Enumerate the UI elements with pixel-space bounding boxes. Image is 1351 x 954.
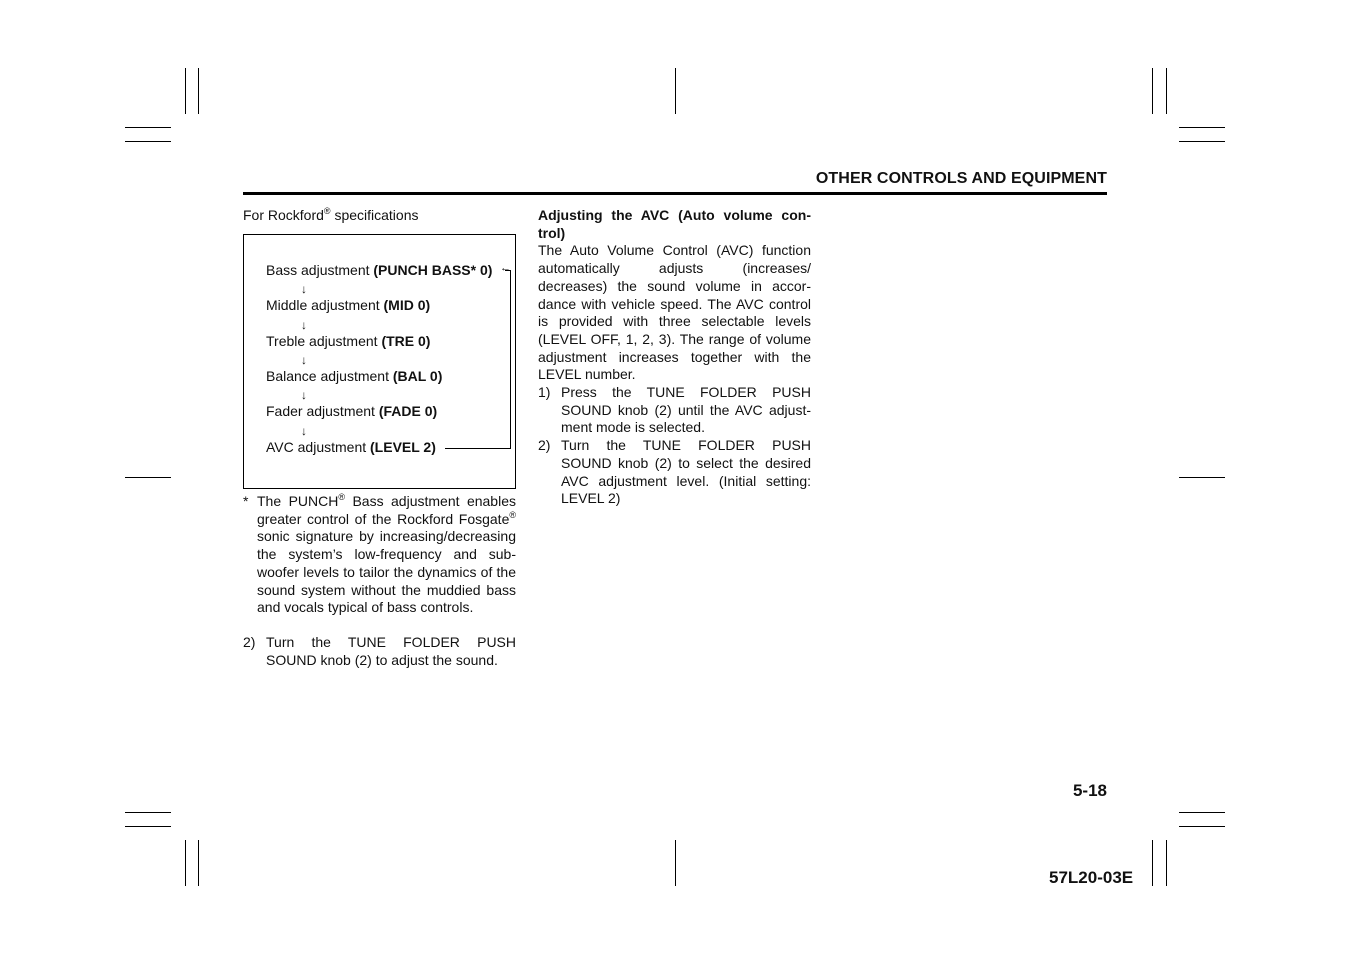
footnote bbox=[243, 493, 516, 617]
down-arrow-icon: ↓ bbox=[301, 353, 307, 367]
flow-step-avc: AVC adjustment (LEVEL 2) bbox=[266, 439, 436, 455]
loop-line-bottom bbox=[445, 448, 511, 449]
intro-prefix: For Rockford bbox=[243, 207, 324, 223]
flow-step-middle: Middle adjustment (MID 0) bbox=[266, 297, 431, 313]
registered-mark: ® bbox=[323, 206, 331, 216]
avc-section bbox=[538, 207, 811, 508]
down-arrow-icon: ↓ bbox=[301, 282, 307, 296]
flow-step-fader: Fader adjustment (FADE 0) bbox=[266, 403, 438, 419]
document-code: 57L20-03E bbox=[1049, 868, 1134, 887]
flow-step-bass: Bass adjustment (PUNCH BASS* 0) bbox=[266, 262, 493, 278]
page-number: 5-18 bbox=[1072, 781, 1107, 800]
list-item-number: 2) bbox=[538, 437, 551, 454]
avc-paragraph: The Auto Volume Control (AVC) function automatically adjusts (increases/ decreases) the sound volume in accor-dance with vehicle speed. The AVC control is provided with three selectable levels (LEVEL OFF, 1, 2, 3). The range of volume adjustment increases together with the LEVEL number. bbox=[538, 242, 811, 383]
down-arrow-icon: ↓ bbox=[301, 388, 307, 402]
back-arrow-icon: ← bbox=[500, 262, 511, 274]
flow-step-treble: Treble adjustment (TRE 0) bbox=[266, 333, 431, 349]
registered-mark: ® bbox=[509, 509, 516, 520]
footnote-text: The PUNCH® Bass adjustment enables greater control of the Rockford Fosgate® sonic signature by increasing/decreasing the system’s low-frequency and sub-woofer levels to tailor the dynamics of the sound system without the muddied bass and vocals typical of bass controls. bbox=[257, 492, 516, 616]
list-item bbox=[538, 384, 811, 437]
footnote-star: * bbox=[243, 493, 249, 509]
flow-step-balance: Balance adjustment (BAL 0) bbox=[266, 368, 443, 384]
list-item-number: 2) bbox=[243, 634, 256, 650]
avc-heading: Adjusting the AVC (Auto volume con-trol) bbox=[538, 207, 811, 241]
down-arrow-icon: ↓ bbox=[301, 318, 307, 332]
adjustment-flow-box bbox=[243, 234, 516, 489]
section-title: OTHER CONTROLS AND EQUIPMENT bbox=[815, 170, 1107, 187]
intro-line bbox=[243, 207, 516, 225]
list-item bbox=[538, 437, 811, 508]
list-item-text: Turn the TUNE FOLDER PUSH SOUND knob (2) to adjust the sound. bbox=[266, 634, 516, 668]
registered-mark: ® bbox=[338, 492, 345, 502]
list-item-text: Turn the TUNE FOLDER PUSH SOUND knob (2) to select the desired AVC adjustment level. (Initial setting: LEVEL 2) bbox=[561, 437, 811, 507]
intro-suffix: specifications bbox=[330, 207, 419, 223]
header-rule bbox=[243, 192, 1107, 195]
list-item-number: 1) bbox=[538, 384, 551, 401]
down-arrow-icon: ↓ bbox=[301, 424, 307, 438]
list-item bbox=[243, 634, 516, 669]
list-item-text: Press the TUNE FOLDER PUSH SOUND knob (2) until the AVC adjust-ment mode is selected. bbox=[561, 384, 811, 436]
loop-line bbox=[510, 270, 511, 448]
